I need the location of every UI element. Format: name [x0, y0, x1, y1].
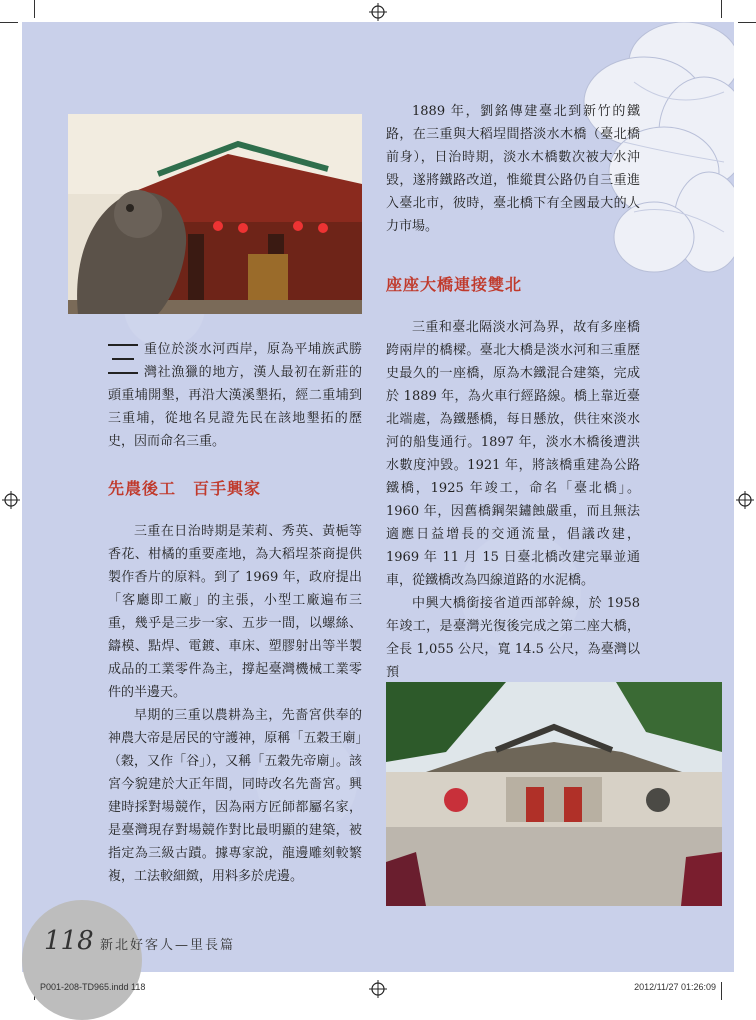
- crop-mark: [721, 0, 722, 18]
- page-number: 118: [44, 926, 94, 956]
- registration-mark-icon: [2, 491, 20, 509]
- paragraph: 中興大橋銜接省道西部幹線，於 1958 年竣工，是臺灣光復後完成之第二座大橋，全長 1,055 公尺，寬 14.5 公尺，為臺灣以預: [386, 596, 640, 680]
- registration-mark-icon: [369, 980, 387, 998]
- temple-courtyard-photo: [386, 682, 722, 906]
- paragraph: 三重在日治時期是茉莉、秀英、黃梔等香花、柑橘的重要產地，為大稻埕茶商提供製作香片的原料。到了 1969 年，政府提出「客廳即工廠」的主張，小型工廠遍布三重，幾乎是三步一家、五步一間，以螺絲、鑄模、點焊、電鍍、車床、塑膠射出等半製成品的工業零件為主，撐起臺灣機械工業零件的半邊天。: [108, 524, 362, 700]
- paragraph: 三重和臺北隔淡水河為界，故有多座橋跨兩岸的橋樑。臺北大橋是淡水河和三重歷史最久的一座橋，原為木鐵混合建築，完成於 1889 年，為火車行經路線。橋上靠近臺北端處，為鐵懸橋，每日懸放，供往來淡水河的船隻通行。1897 年，淡水木橋後遭洪水數度沖毀。1921 年，將該橋重建為公路鐵橋，1925 年竣工，命名「臺北橋」。1960 年，因舊橋鋼架鏽蝕嚴重，而且無法適應日益增長的交通流量，倡議改建，1969 年 11 月 15 日臺北橋改建完畢並通車，從鐵橋改為四線道路的水泥橋。: [386, 320, 640, 588]
- registration-mark-icon: [369, 3, 387, 21]
- registration-mark-icon: [736, 491, 754, 509]
- temple-lion-photo: [68, 114, 362, 314]
- page-number-circle: [22, 900, 142, 1020]
- print-slug-file: P001-208-TD965.indd 118: [40, 982, 146, 992]
- crop-mark: [738, 22, 756, 23]
- left-column: [108, 520, 362, 888]
- section-heading-farming: 先農後工 百手興家: [108, 479, 262, 498]
- print-slug-timestamp: 2012/11/27 01:26:09: [634, 982, 716, 992]
- crop-mark: [721, 982, 722, 1000]
- crop-mark: [0, 22, 18, 23]
- crop-mark: [34, 0, 35, 18]
- running-title: 新北好客人—里長篇: [100, 938, 236, 953]
- section-heading-bridges: 座座大橋連接雙北: [386, 275, 523, 294]
- intro-text: 重位於淡水河西岸，原為平埔族武勝灣社漁獵的地方，漢人最初在新莊的頭重埔開墾，再沿大漢溪墾拓，經二重埔到三重埔，從地名見證先民在該地墾拓的歷史，因而命名三重。: [108, 342, 362, 449]
- intro-paragraph: [108, 338, 362, 453]
- paragraph: 1889 年，劉銘傳建臺北到新竹的鐵路，在三重與大稻埕間搭淡水木橋（臺北橋前身），日治時期，淡水木橋數次被大水沖毀，遂將鐵路改道，惟縱貫公路仍自三重進入臺北市，彼時，臺北橋下有全國最大的人力市場。: [386, 104, 640, 234]
- right-column: [386, 100, 640, 238]
- paragraph: 早期的三重以農耕為主，先嗇宮供奉的神農大帝是居民的守護神，原稱「五穀王廟」（穀，又作「谷」），又稱「五穀先帝廟」。該宮今貌建於大正年間，同時改名先嗇宮。興建時採對場競作，因為兩方匠師都屬名家，是臺灣現存對場競作對比最明顯的建築，被指定為三級古蹟。據專家說，龍邊雕刻較繁複，工法較細緻，用料多於虎邊。: [108, 708, 362, 884]
- dropcap-three: [108, 340, 138, 380]
- right-column-bridges: [386, 316, 640, 684]
